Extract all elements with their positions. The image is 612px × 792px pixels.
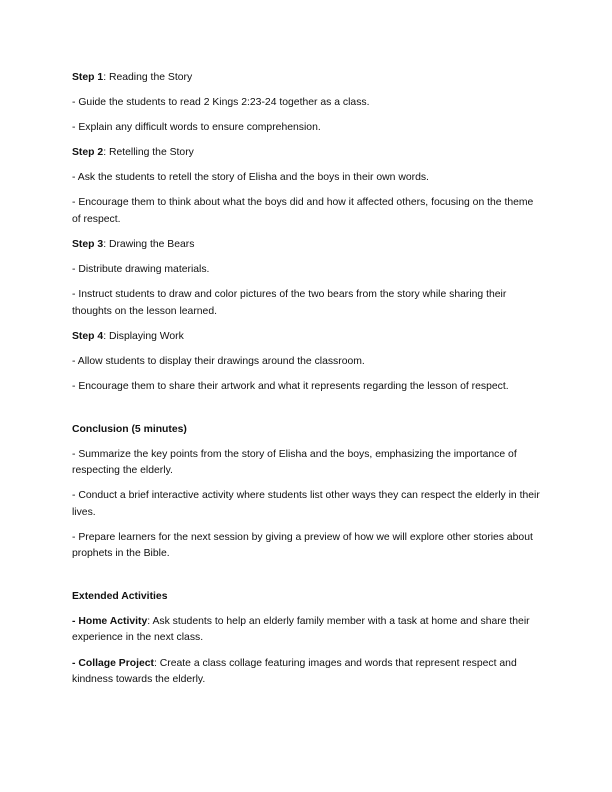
step-1-item-1: - Guide the students to read 2 Kings 2:23-24 together as a class. <box>72 97 370 109</box>
step-1-heading <box>72 70 542 87</box>
conclusion-item-1: - Summarize the key points from the story of Elisha and the boys, emphasizing the importance of respecting the elderly. <box>72 448 517 477</box>
activity-text: : Create a class collage featuring images and words that represent respect and kindness towards the elderly. <box>72 657 517 685</box>
step-3-heading <box>72 237 542 254</box>
step-2-item-2: - Encourage them to think about what the boys did and how it affected others, focusing on the theme of respect. <box>72 197 534 225</box>
step-4-item-2: - Encourage them to share their artwork and what it represents regarding the lesson of respect. <box>72 381 509 393</box>
step-label: Step 3 <box>72 239 104 251</box>
extended-activities-heading: Extended Activities <box>72 590 168 602</box>
step-3-item-1: - Distribute drawing materials. <box>72 264 210 276</box>
step-2-heading <box>72 145 542 162</box>
step-4-heading <box>72 329 542 346</box>
step-4-item-1: - Allow students to display their drawings around the classroom. <box>72 355 365 367</box>
step-title: : Reading the Story <box>103 72 193 83</box>
step-title: : Drawing the Bears <box>103 239 195 251</box>
conclusion-item-3: - Prepare learners for the next session by giving a preview of how we will explore other stories about prophets in the Bible. <box>72 531 533 560</box>
step-title: : Displaying Work <box>103 330 184 342</box>
activity-label: - Home Activity <box>72 615 148 627</box>
step-2-item-1: - Ask the students to retell the story of Elisha and the boys in their own words. <box>72 172 429 184</box>
step-label: Step 4 <box>72 330 104 342</box>
document-page <box>72 70 542 697</box>
activity-text: : Ask students to help an elderly family member with a task at home and share their experience in the next class. <box>72 615 530 644</box>
step-1-item-2: - Explain any difficult words to ensure comprehension. <box>72 122 321 134</box>
step-label: Step 1 <box>72 72 104 83</box>
conclusion-item-2: - Conduct a brief interactive activity where students list other ways they can respect the elderly in their lives. <box>72 490 540 518</box>
extended-item-collage-project <box>72 656 542 689</box>
step-label: Step 2 <box>72 147 104 159</box>
extended-item-home-activity <box>72 614 542 647</box>
step-3-item-2: - Instruct students to draw and color pictures of the two bears from the story while sharing their thoughts on the lesson learned. <box>72 289 507 317</box>
activity-label: - Collage Project <box>72 657 154 669</box>
step-title: : Retelling the Story <box>103 147 194 159</box>
conclusion-heading: Conclusion (5 minutes) <box>72 423 187 435</box>
